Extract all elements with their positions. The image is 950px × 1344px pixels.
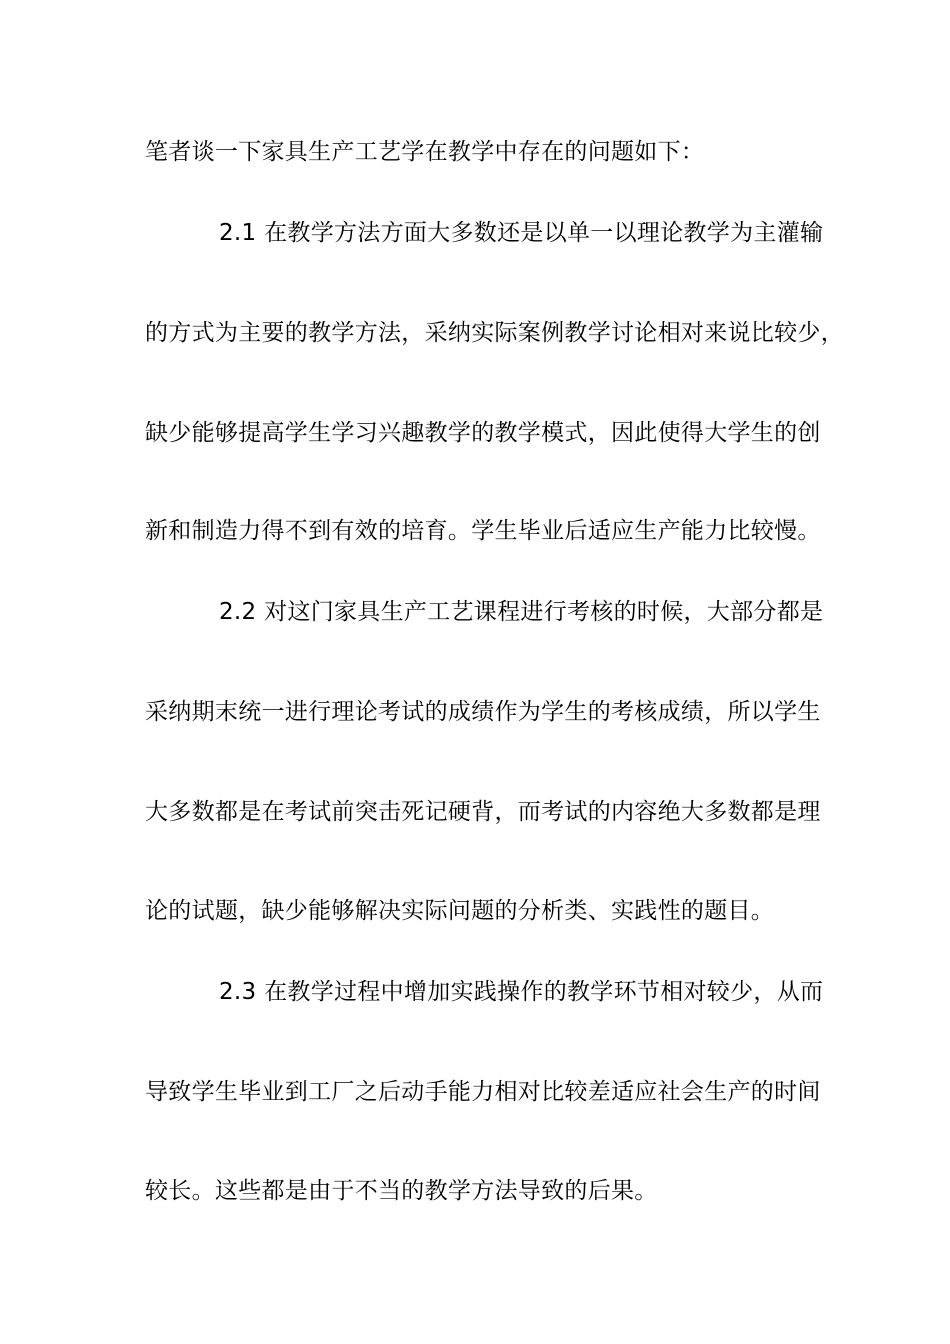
section-2-1-line-4: 新和制造力得不到有效的培育。学生毕业后适应生产能力比较慢。 <box>145 518 821 544</box>
section-2-2-line-4: 论的试题，缺少能够解决实际问题的分析类、实践性的题目。 <box>145 898 775 924</box>
section-2-1-line-3: 缺少能够提高学生学习兴趣教学的教学模式，因此使得大学生的创 <box>145 420 821 446</box>
section-2-1-first-line <box>219 218 899 248</box>
section-number: 2.2 <box>219 599 257 625</box>
section-number: 2.3 <box>219 979 257 1005</box>
section-number: 2.1 <box>219 220 257 246</box>
section-2-3-line-3: 较长。这些都是由于不当的教学方法导致的后果。 <box>145 1178 658 1204</box>
section-2-3-line-2: 导致学生毕业到工厂之后动手能力相对比较差适应社会生产的时间 <box>145 1079 821 1105</box>
section-2-2-line-2: 采纳期末统一进行理论考试的成绩作为学生的考核成绩，所以学生 <box>145 699 821 725</box>
section-text: 在教学方法方面大多数还是以单一以理论教学为主灌输 <box>264 220 824 246</box>
section-2-3-first-line <box>219 977 899 1007</box>
section-2-2-line-3: 大多数都是在考试前突击死记硬背，而考试的内容绝大多数都是理 <box>145 799 821 825</box>
section-text: 对这门家具生产工艺课程进行考核的时候，大部分都是 <box>264 599 824 625</box>
intro-line: 笔者谈一下家具生产工艺学在教学中存在的问题如下： <box>145 139 705 165</box>
section-2-2-first-line <box>219 597 899 627</box>
section-text: 在教学过程中增加实践操作的教学环节相对较少，从而 <box>264 979 824 1005</box>
section-2-1-line-2: 的方式为主要的教学方法，采纳实际案例教学讨论相对来说比较少， <box>145 320 844 346</box>
